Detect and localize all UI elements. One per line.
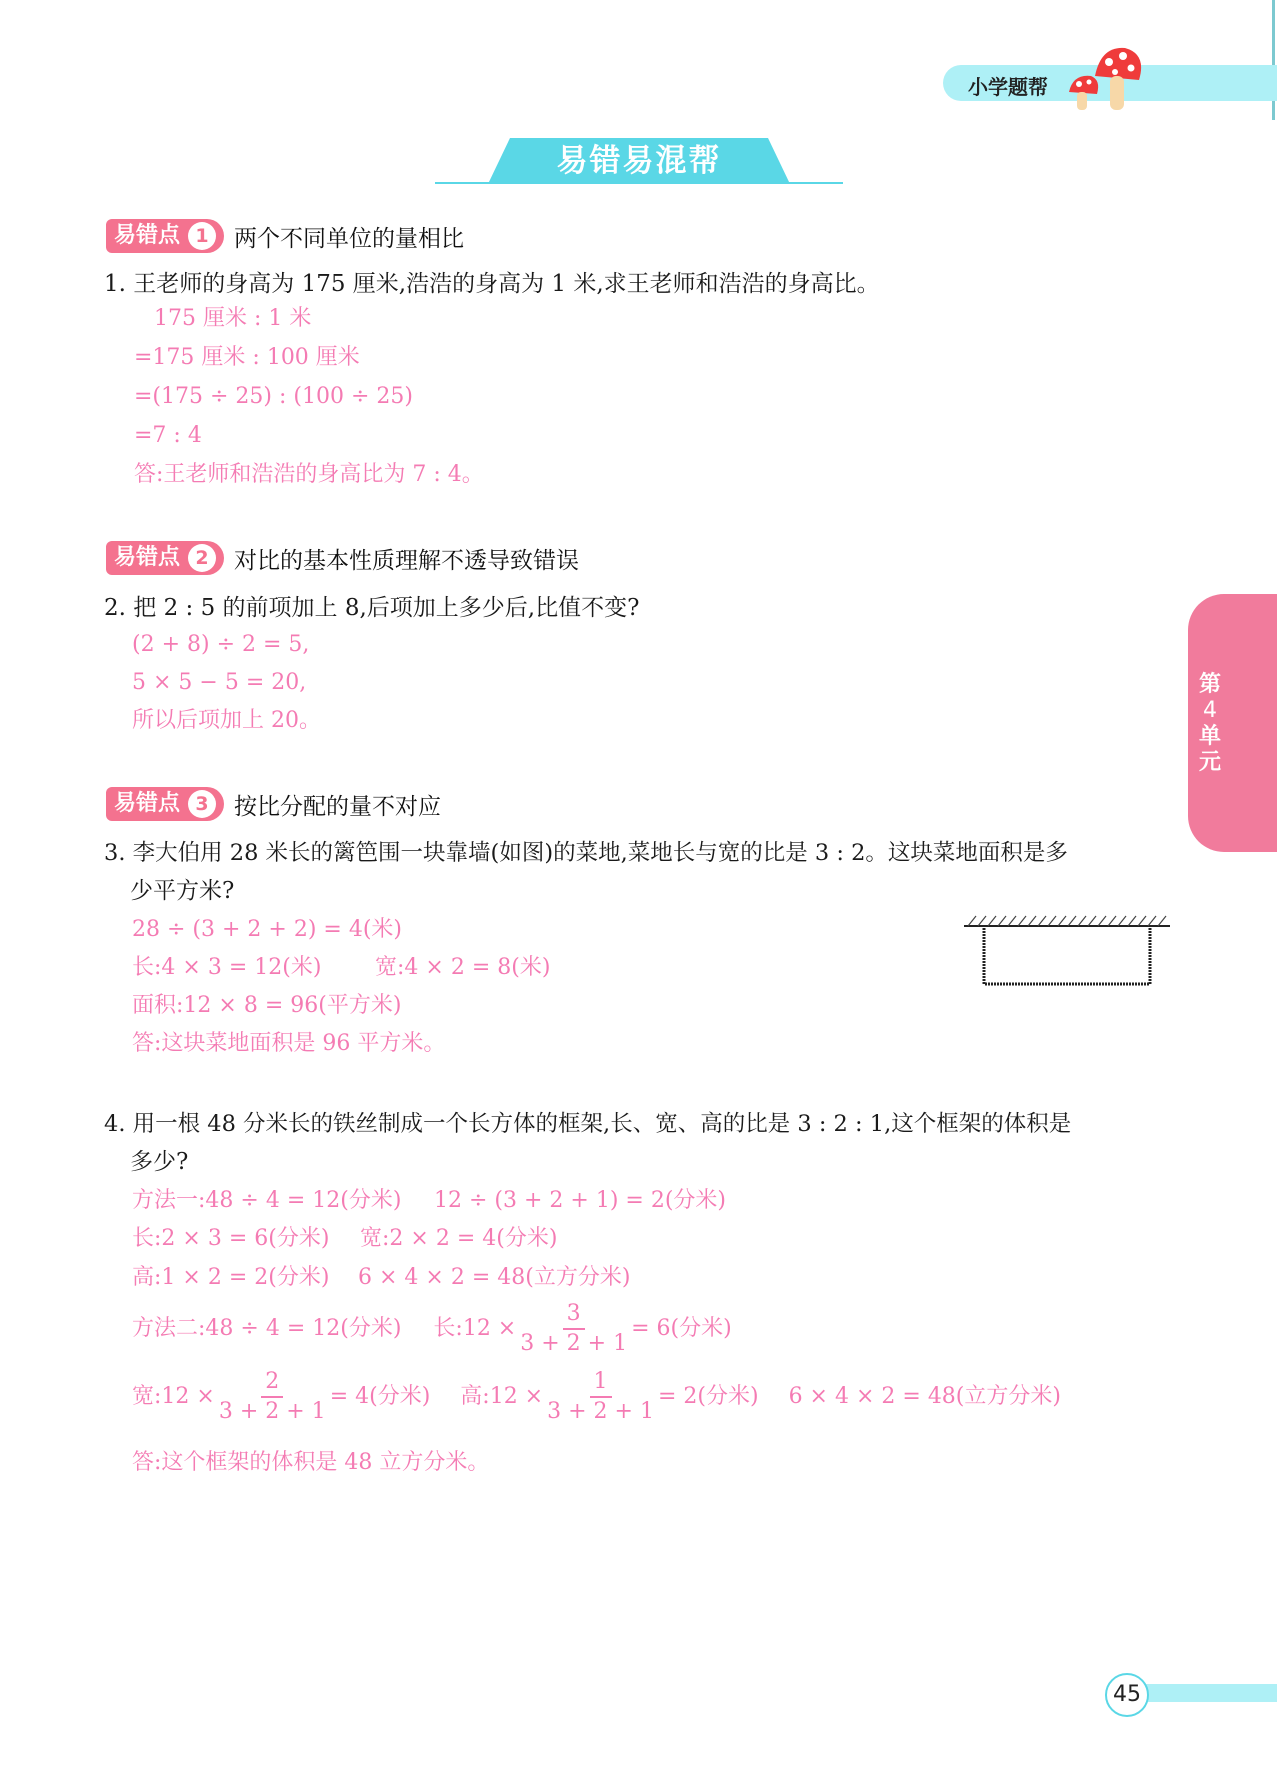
mistake-point-3 (106, 786, 441, 822)
mushroom-icon (1055, 40, 1145, 120)
answer-line: 175 厘米 : 1 米 (154, 306, 312, 331)
page-number: 45 (1105, 1673, 1149, 1717)
answer-line: =7 : 4 (134, 423, 202, 448)
mistake-point-1 (106, 218, 464, 254)
wall-hatching (968, 916, 1166, 926)
answer-line: 高:1 × 2 = 2(分米) (132, 1265, 330, 1290)
mistake-title: 按比分配的量不对应 (234, 793, 442, 820)
answer-line: 6 × 4 × 2 = 48(立方分米) (358, 1265, 631, 1290)
brand-label: 小学题帮 (968, 75, 1048, 99)
answer-line: 28 ÷ (3 + 2 + 2) = 4(米) (132, 917, 402, 942)
answer-line: =175 厘米 : 100 厘米 (134, 345, 360, 370)
answer-line: 5 × 5 − 5 = 20, (132, 670, 307, 695)
answer-line: 方法一:48 ÷ 4 = 12(分米) (132, 1188, 402, 1213)
mistake-badge: 易错点 2 (106, 541, 224, 575)
fraction: $\frac{1}{3 + 2 + 1}$ (547, 1369, 654, 1424)
question-4-line2: 多少? (130, 1149, 189, 1175)
mistake-title: 对比的基本性质理解不透导致错误 (234, 547, 580, 574)
fraction: $\frac{2}{3 + 2 + 1}$ (218, 1369, 326, 1424)
answer-line: 长:2 × 3 = 6(分米) (132, 1226, 330, 1251)
mistake-badge: 易错点 1 (106, 219, 224, 253)
header-rule (1272, 0, 1275, 120)
section-title: 易错易混帮 (556, 143, 722, 179)
question-2: 2. 把 2 : 5 的前项加上 8,后项加上多少后,比值不变? (104, 595, 640, 621)
answer-line: 答:这个框架的体积是 48 立方分米。 (132, 1450, 490, 1475)
question-3-line1: 3. 李大伯用 28 米长的篱笆围一块靠墙(如图)的菜地,菜地长与宽的比是 3 : 2。这块菜地面积是多 (104, 840, 1068, 866)
mistake-badge: 易错点 3 (106, 787, 224, 821)
question-1: 1. 王老师的身高为 175 厘米,浩浩的身高为 1 米,求王老师和浩浩的身高比。 (104, 271, 880, 297)
answer-line: 12 ÷ (3 + 2 + 1) = 2(分米) (434, 1188, 726, 1213)
answer-line: 面积:12 × 8 = 96(平方米) (132, 993, 402, 1018)
fence-outline (984, 928, 1150, 984)
method-2-line: 方法二:48 ÷ 4 = 12(分米) 长:12 × $\frac{3}{3 + 2 + 1}$ = 6(分米) (132, 1301, 732, 1356)
question-4-line1: 4. 用一根 48 分米长的铁丝制成一个长方体的框架,长、宽、高的比是 3 : 2 : 1,这个框架的体积是 (104, 1111, 1072, 1137)
answer-line: 宽:4 × 2 = 8(米) (375, 955, 551, 980)
mistake-point-2 (106, 540, 579, 576)
method-2-line: 宽:12 × $\frac{2}{3 + 2 + 1}$ = 4(分米) 高:12 × $\frac{1}{3 + 2 + 1}$ = 2(分米) 6 × 4 × 2 = 48(立方分米) (132, 1369, 1061, 1424)
answer-line: (2 + 8) ÷ 2 = 5, (132, 632, 310, 657)
answer-line: 答:这块菜地面积是 96 平方米。 (132, 1031, 446, 1056)
answer-line: =(175 ÷ 25) : (100 ÷ 25) (134, 384, 413, 409)
mistake-title: 两个不同单位的量相比 (234, 225, 465, 252)
answer-line: 所以后项加上 20。 (132, 708, 321, 733)
answer-line: 长:4 × 3 = 12(米) (132, 955, 322, 980)
question-3-line2: 少平方米? (130, 878, 235, 904)
fraction: $\frac{3}{3 + 2 + 1}$ (520, 1301, 628, 1356)
answer-line: 答:王老师和浩浩的身高比为 7 : 4。 (134, 462, 484, 487)
unit-side-label: 第 4 单 元 (1198, 672, 1221, 775)
garden-figure (962, 912, 1172, 992)
answer-line: 宽:2 × 2 = 4(分米) (360, 1226, 558, 1251)
